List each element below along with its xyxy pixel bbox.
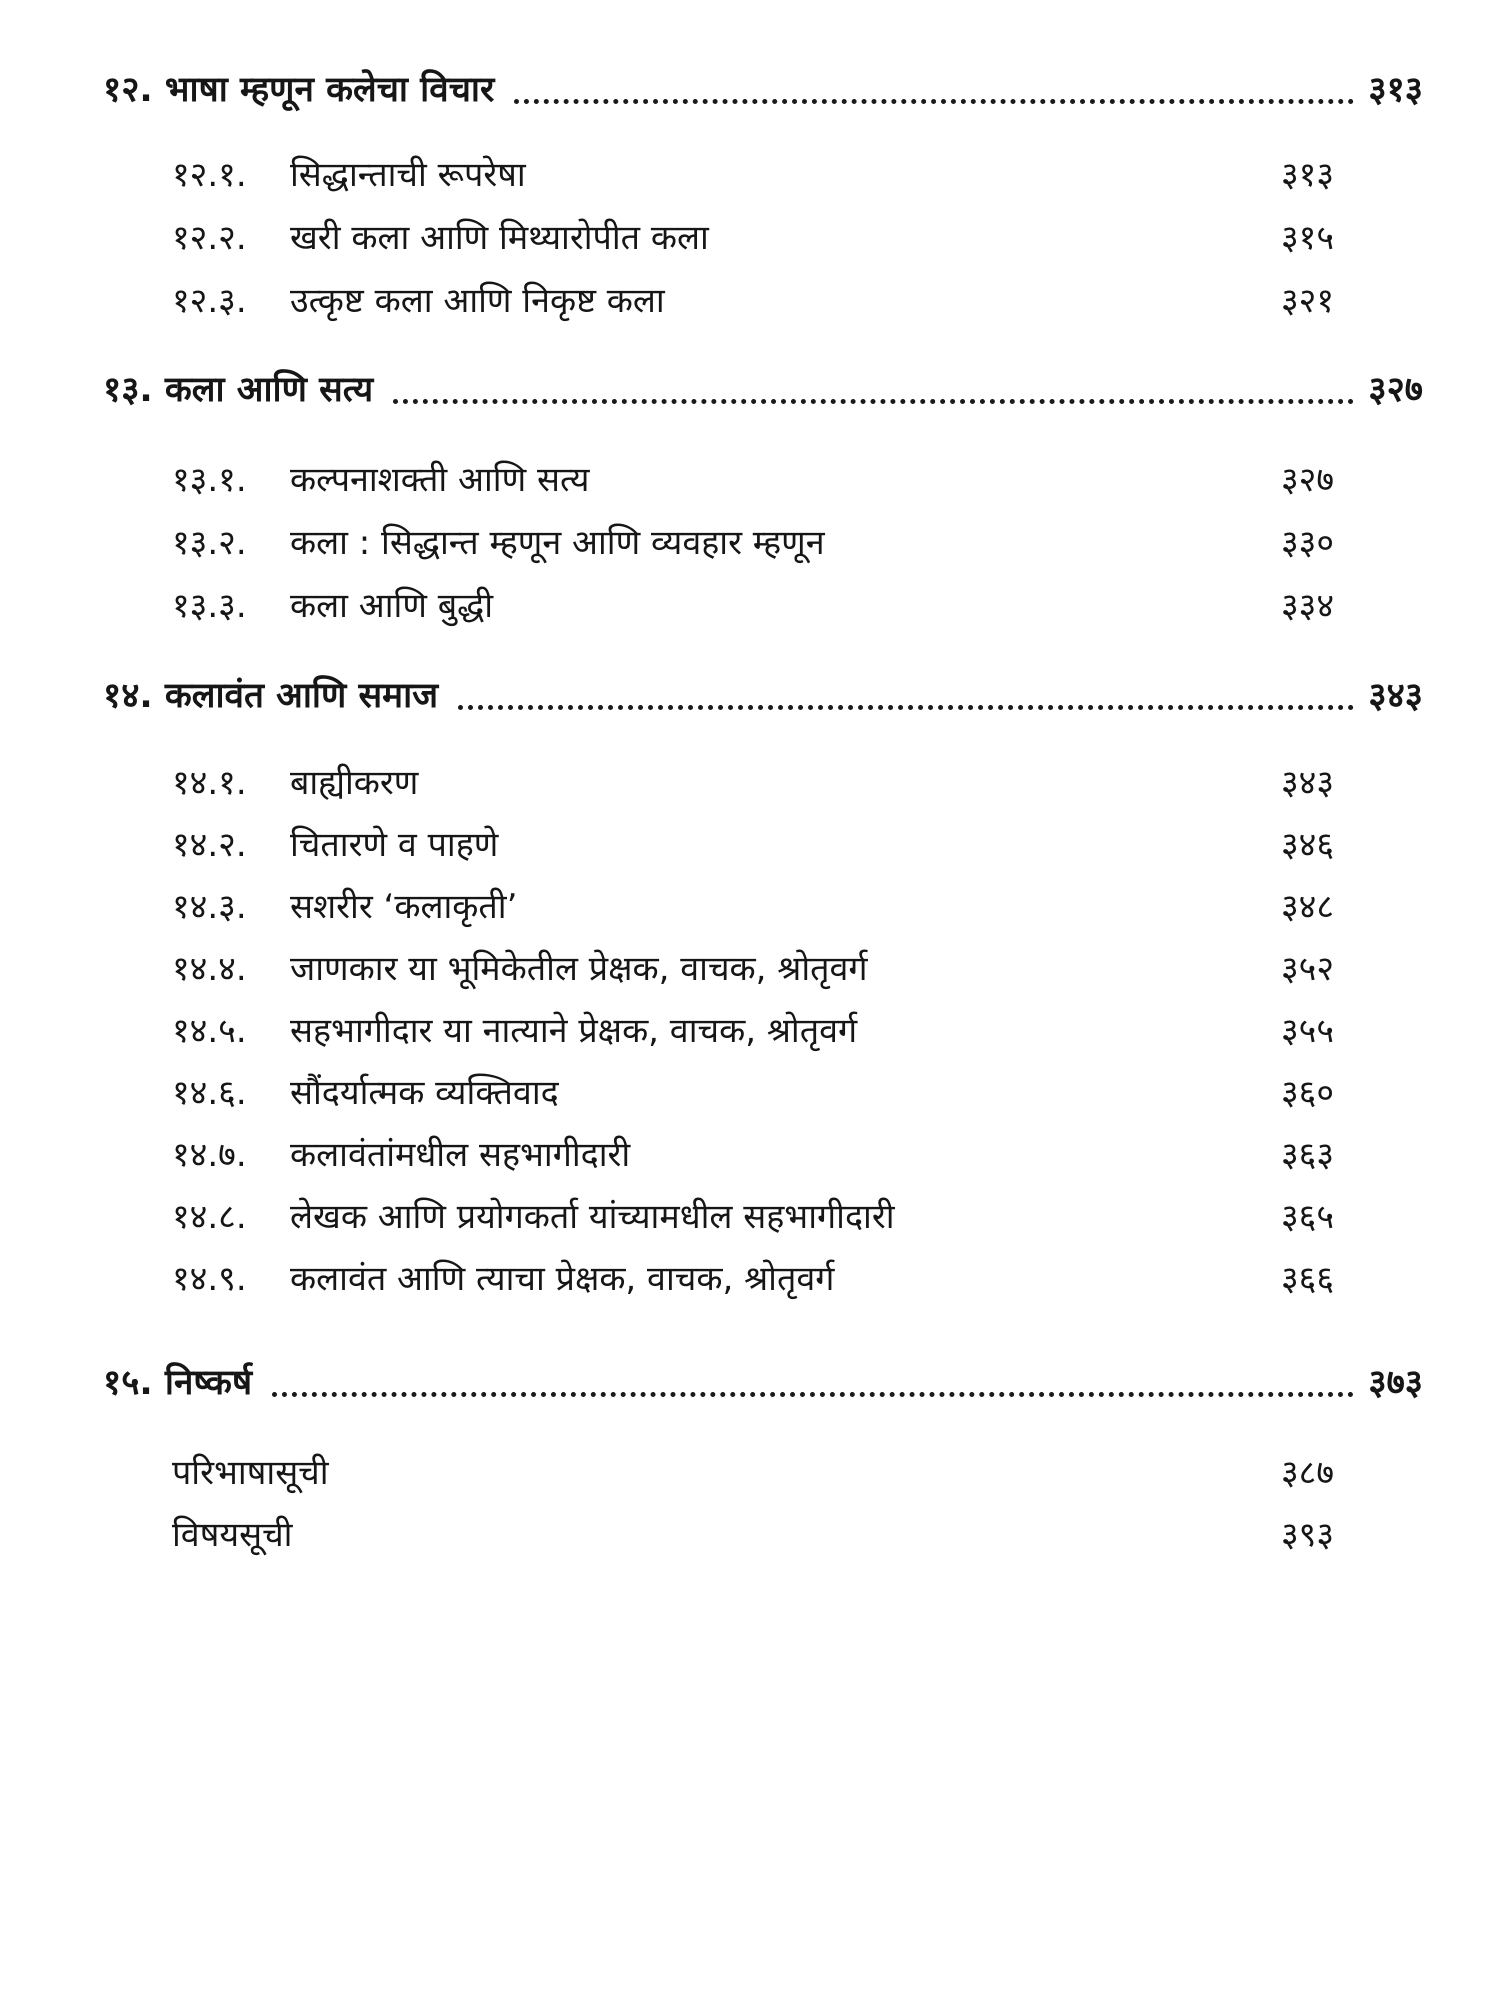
- section-title: खरी कला आणि मिथ्यारोपीत कला: [290, 218, 709, 258]
- section-number: १४.५.: [172, 1011, 247, 1051]
- section-title: कल्पनाशक्ती आणि सत्य: [290, 460, 590, 500]
- section-title: सिद्धान्ताची रूपरेषा: [290, 155, 526, 195]
- section-title: लेखक आणि प्रयोगकर्ता यांच्यामधील सहभागीदारी: [290, 1197, 895, 1237]
- back-matter-title: विषयसूची: [172, 1515, 293, 1555]
- dot-leader: [458, 705, 1354, 710]
- section-page-number: ३४३: [1280, 763, 1334, 803]
- toc-entry[interactable]: [172, 879, 1334, 935]
- chapter-title: १३. कला आणि सत्य: [103, 370, 374, 410]
- toc-entry[interactable]: [172, 452, 1334, 508]
- section-page-number: ३५५: [1280, 1011, 1334, 1051]
- chapter-page-number: ३२७: [1368, 370, 1423, 410]
- toc-entry[interactable]: [172, 515, 1334, 571]
- chapter-title: १२. भाषा म्हणून कलेचा विचार: [103, 70, 495, 110]
- toc-entry[interactable]: [172, 755, 1334, 811]
- toc-chapter-15[interactable]: [103, 1355, 1423, 1411]
- section-page-number: ३६०: [1280, 1073, 1334, 1113]
- section-page-number: ३३०: [1280, 523, 1334, 563]
- section-page-number: ३४८: [1280, 887, 1334, 927]
- section-title: कलावंत आणि त्याचा प्रेक्षक, वाचक, श्रोतृवर्ग: [290, 1259, 835, 1299]
- section-page-number: ३६५: [1280, 1197, 1334, 1237]
- dot-leader: [272, 1392, 1354, 1397]
- toc-chapter-14[interactable]: [103, 668, 1423, 724]
- section-number: १४.९.: [172, 1259, 247, 1299]
- chapter-title: १५. निष्कर्ष: [103, 1363, 253, 1403]
- section-title: सशरीर ‘कलाकृती’: [290, 887, 518, 927]
- section-title: बाह्यीकरण: [290, 763, 419, 803]
- toc-entry[interactable]: [172, 1003, 1334, 1059]
- section-title: उत्कृष्ट कला आणि निकृष्ट कला: [290, 281, 665, 321]
- dot-leader: [514, 99, 1354, 104]
- section-title: चितारणे व पाहणे: [290, 825, 499, 865]
- dot-leader: [393, 399, 1354, 404]
- toc-entry[interactable]: [172, 1127, 1334, 1183]
- section-number: १४.२.: [172, 825, 247, 865]
- section-number: १२.३.: [172, 281, 247, 321]
- toc-entry[interactable]: [172, 1189, 1334, 1245]
- section-title: सौंदर्यात्मक व्यक्तिवाद: [290, 1073, 559, 1113]
- section-page-number: ३६३: [1280, 1135, 1334, 1175]
- section-page-number: ३३४: [1280, 586, 1334, 626]
- chapter-page-number: ३१३: [1368, 70, 1423, 110]
- section-number: १३.३.: [172, 586, 247, 626]
- section-number: १४.७.: [172, 1135, 247, 1175]
- section-page-number: ३१५: [1280, 218, 1334, 258]
- section-title: कला : सिद्धान्त म्हणून आणि व्यवहार म्हणून: [290, 523, 825, 563]
- section-number: १३.१.: [172, 460, 247, 500]
- toc-chapter-12[interactable]: [103, 62, 1423, 118]
- section-number: १२.२.: [172, 218, 247, 258]
- toc-entry[interactable]: [172, 1251, 1334, 1307]
- section-number: १४.३.: [172, 887, 247, 927]
- section-number: १२.१.: [172, 155, 247, 195]
- toc-back-matter-glossary[interactable]: [172, 1445, 1334, 1501]
- section-page-number: ३२१: [1280, 281, 1334, 321]
- toc-entry[interactable]: [172, 273, 1334, 329]
- toc-entry[interactable]: [172, 578, 1334, 634]
- back-matter-page-number: ३९३: [1280, 1515, 1334, 1555]
- section-title: जाणकार या भूमिकेतील प्रेक्षक, वाचक, श्रोतृवर्ग: [290, 949, 868, 989]
- back-matter-title: परिभाषासूची: [172, 1453, 329, 1493]
- section-page-number: ३५२: [1280, 949, 1334, 989]
- section-number: १४.१.: [172, 763, 247, 803]
- toc-entry[interactable]: [172, 147, 1334, 203]
- toc-entry[interactable]: [172, 817, 1334, 873]
- section-title: सहभागीदार या नात्याने प्रेक्षक, वाचक, श्रोतृवर्ग: [290, 1011, 858, 1051]
- section-page-number: ३६६: [1280, 1259, 1334, 1299]
- chapter-title: १४. कलावंत आणि समाज: [103, 676, 439, 716]
- section-number: १४.८.: [172, 1197, 247, 1237]
- chapter-page-number: ३७३: [1368, 1363, 1423, 1403]
- section-title: कला आणि बुद्धी: [290, 586, 494, 626]
- back-matter-page-number: ३८७: [1280, 1453, 1334, 1493]
- toc-entry[interactable]: [172, 941, 1334, 997]
- toc-entry[interactable]: [172, 210, 1334, 266]
- chapter-page-number: ३४३: [1368, 676, 1423, 716]
- toc-entry[interactable]: [172, 1065, 1334, 1121]
- section-page-number: ३१३: [1280, 155, 1334, 195]
- section-number: १४.६.: [172, 1073, 247, 1113]
- section-page-number: ३४६: [1280, 825, 1334, 865]
- toc-back-matter-index[interactable]: [172, 1507, 1334, 1563]
- section-page-number: ३२७: [1280, 460, 1334, 500]
- section-number: १३.२.: [172, 523, 247, 563]
- section-title: कलावंतांमधील सहभागीदारी: [290, 1135, 631, 1175]
- toc-chapter-13[interactable]: [103, 362, 1423, 418]
- section-number: १४.४.: [172, 949, 247, 989]
